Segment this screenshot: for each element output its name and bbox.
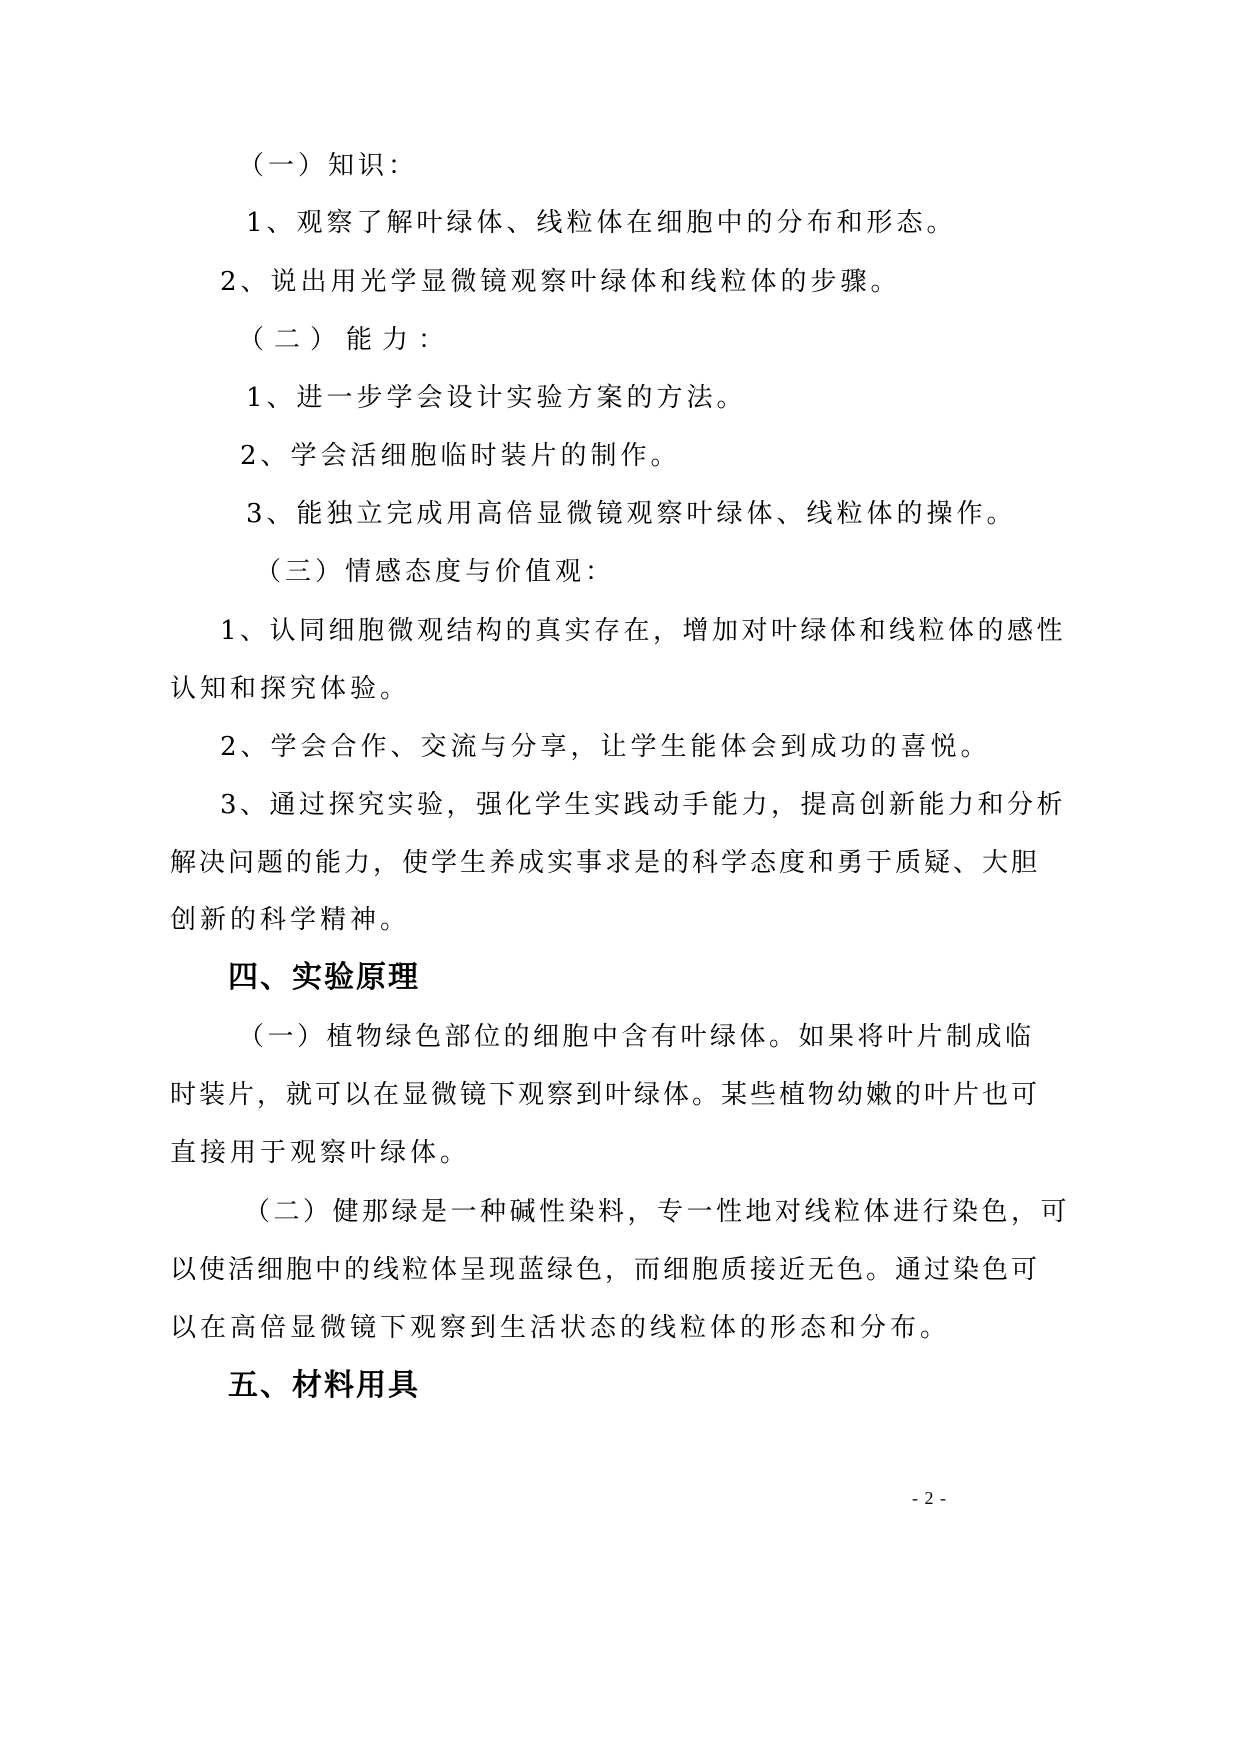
section-heading-principle: 四、实验原理 <box>228 960 420 995</box>
attitude-item-1-line-2: 认知和探究体验。 <box>170 674 411 704</box>
ability-item-2: 2、学会活细胞临时装片的制作。 <box>240 441 681 471</box>
attitude-item-1-line-1: 1、认同细胞微观结构的真实存在，增加对叶绿体和线粒体的感性 <box>220 616 1067 646</box>
ability-item-1: 1、进一步学会设计实验方案的方法。 <box>246 383 747 413</box>
principle-2-line-1: （二）健那绿是一种碱性染料，专一性地对线粒体进行染色，可 <box>244 1197 1071 1227</box>
attitude-item-2: 2、学会合作、交流与分享，让学生能体会到成功的喜悦。 <box>220 732 991 762</box>
subsection-attitude-heading: （三）情感态度与价值观： <box>255 557 616 587</box>
attitude-item-3-line-1: 3、通过探究实验，强化学生实践动手能力，提高创新能力和分析 <box>220 790 1067 820</box>
ability-item-3: 3、能独立完成用高倍显微镜观察叶绿体、线粒体的操作。 <box>246 499 1017 529</box>
attitude-item-3-line-2: 解决问题的能力，使学生养成实事求是的科学态度和勇于质疑、大胆 <box>170 848 1041 878</box>
knowledge-item-1: 1、观察了解叶绿体、线粒体在细胞中的分布和形态。 <box>246 208 957 238</box>
principle-1-line-1: （一）植物绿色部位的细胞中含有叶绿体。如果将叶片制成临 <box>238 1022 1035 1052</box>
principle-2-line-2: 以使活细胞中的线粒体呈现蓝绿色，而细胞质接近无色。通过染色可 <box>170 1255 1041 1285</box>
attitude-item-3-line-3: 创新的科学精神。 <box>170 905 411 935</box>
principle-1-line-2: 时装片，就可以在显微镜下观察到叶绿体。某些植物幼嫩的叶片也可 <box>170 1080 1041 1110</box>
principle-2-line-3: 以在高倍显微镜下观察到生活状态的线粒体的形态和分布。 <box>170 1313 951 1343</box>
subsection-ability-heading: （二）能力： <box>238 325 455 355</box>
page-number: - 2 - <box>912 1488 947 1508</box>
section-heading-materials: 五、材料用具 <box>228 1368 420 1403</box>
knowledge-item-2: 2、说出用光学显微镜观察叶绿体和线粒体的步骤。 <box>220 267 901 297</box>
principle-1-line-3: 直接用于观察叶绿体。 <box>170 1138 471 1168</box>
subsection-knowledge-heading: （一）知识： <box>238 151 419 181</box>
